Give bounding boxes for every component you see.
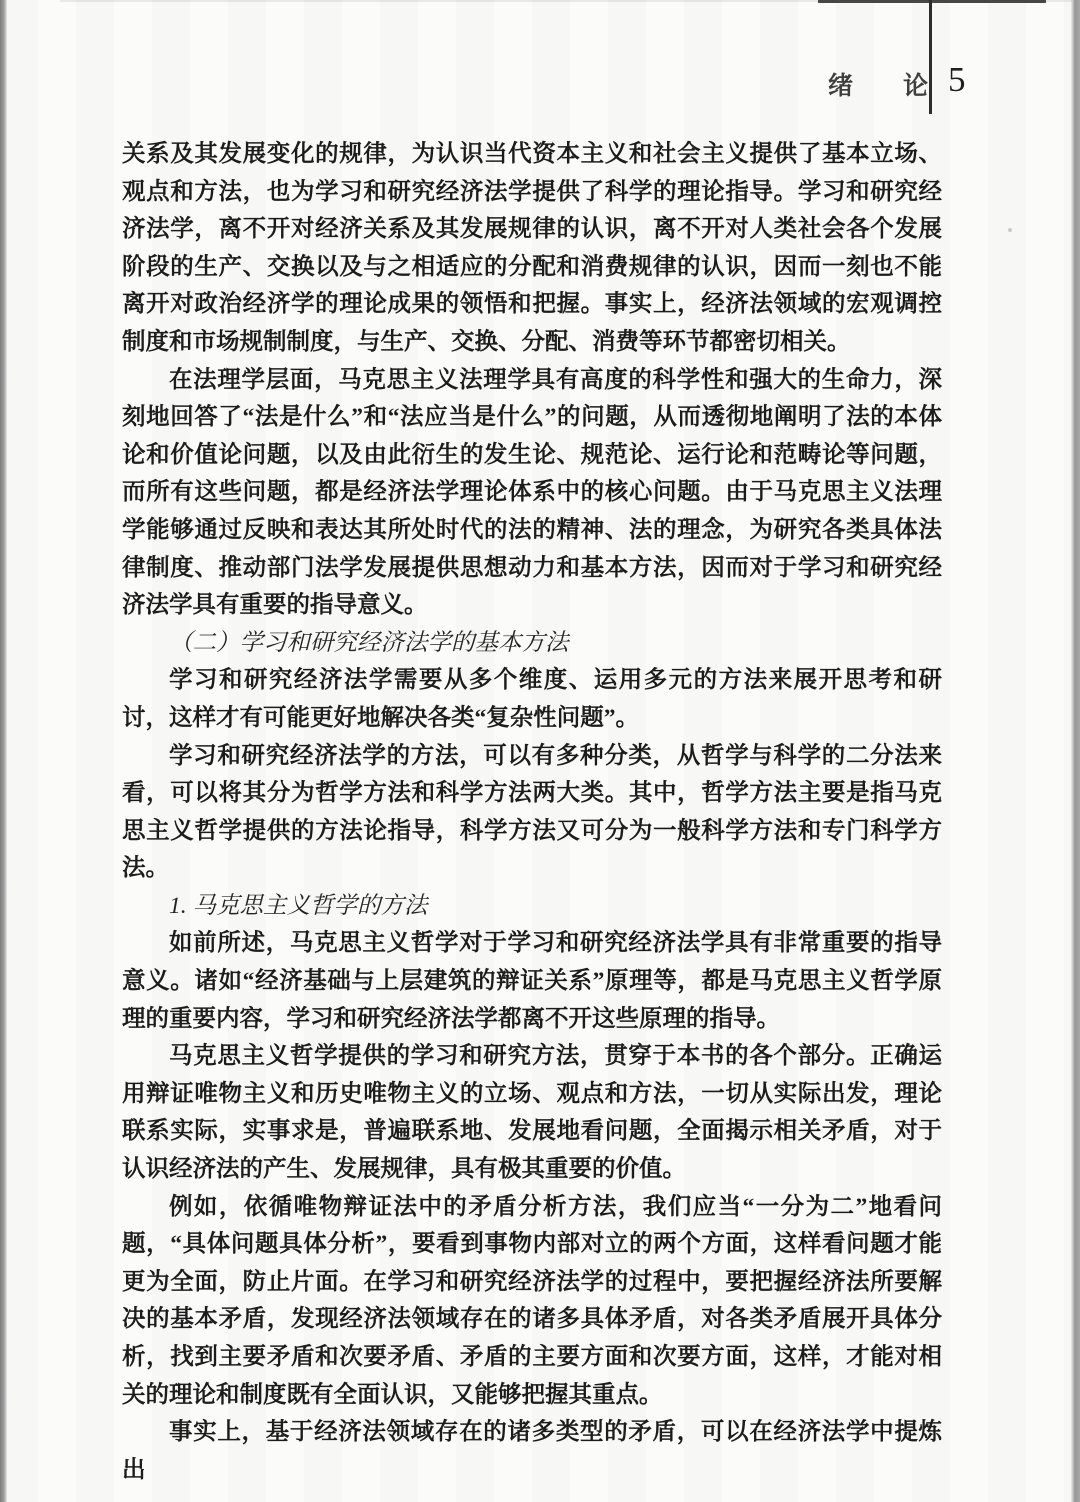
scan-speck xyxy=(1008,228,1012,232)
body-paragraph: 学习和研究经济法学的方法，可以有多种分类，从哲学与科学的二分法来看，可以将其分为哲学方法和科学方法两大类。其中，哲学方法主要是指马克思主义哲学提供的方法论指导，科学方法又可分为一般科学方法和专门科学方法。 xyxy=(122,742,942,882)
page-number: 5 xyxy=(948,60,966,99)
body-paragraph: 学习和研究经济法学需要从多个维度、运用多元的方法来展开思考和研讨，这样才有可能更好地解决各类“复杂性问题”。 xyxy=(122,667,942,731)
numbered-subheading: 1. 马克思主义哲学的方法 xyxy=(169,892,428,919)
running-title: 绪 论 xyxy=(828,72,929,100)
body-paragraph: 例如，依循唯物辩证法中的矛盾分析方法，我们应当“一分为二”地看问题，“具体问题具体分析”，要看到事物内部对立的两个方面，这样看问题才能更为全面，防止片面。在学习和研究经济法学的过程中，要把握经济法所要解决的基本矛盾，发现经济法领域存在的诸多具体矛盾，对各类矛盾展开具体分析，找到主要矛盾和次要矛盾、矛盾的主要方面和次要方面，这样，才能对相关的理论和制度既有全面认识，又能够把握其重点。 xyxy=(122,1193,942,1408)
body-paragraph: 在法理学层面，马克思主义法理学具有高度的科学性和强大的生命力，深刻地回答了“法是什么”和“法应当是什么”的问题，从而透彻地阐明了法的本体论和价值论问题，以及由此衍生的发生论、规范论、运行论和范畴论等问题，而所有这些问题，都是经济法学理论体系中的核心问题。由于马克思主义法理学能够通过反映和表达其所处时代的法的精神、法的理念，为研究各类具体法律制度、推动部门法学发展提供思想动力和基本方法，因而对于学习和研究经济法学具有重要的指导意义。 xyxy=(122,366,942,619)
scan-speck xyxy=(572,226,576,230)
body-paragraph: 如前所述，马克思主义哲学对于学习和研究经济法学具有非常重要的指导意义。诸如“经济基础与上层建筑的辩证关系”原理等，都是马克思主义哲学原理的重要内容，学习和研究经济法学都离不开这些原理的指导。 xyxy=(122,930,942,1032)
body-paragraph-continuation: 关系及其发展变化的规律，为认识当代资本主义和社会主义提供了基本立场、观点和方法，也为学习和研究经济法学提供了科学的理论指导。学习和研究经济法学，离不开对经济关系及其发展规律的认识，离不开对人类社会各个发展阶段的生产、交换以及与之相适应的分配和消费规律的认识，因而一刻也不能离开对政治经济学的理论成果的领悟和把握。事实上，经济法领域的宏观调控制度和市场规制制度，与生产、交换、分配、消费等环节都密切相关。 xyxy=(122,141,942,355)
header-divider-rule xyxy=(929,0,932,114)
scan-edge-right xyxy=(1071,0,1080,1502)
page-body xyxy=(122,136,942,1489)
scan-edge-left xyxy=(0,0,7,1502)
body-paragraph: 事实上，基于经济法领域存在的诸多类型的矛盾，可以在经济法学中提炼出 xyxy=(122,1419,942,1483)
body-paragraph: 马克思主义哲学提供的学习和研究方法，贯穿于本书的各个部分。正确运用辩证唯物主义和历史唯物主义的立场、观点和方法，一切从实际出发，理论联系实际，实事求是，普遍联系地、发展地看问题，全面揭示相关矛盾，对于认识经济法的产生、发展规律，具有极其重要的价值。 xyxy=(122,1043,942,1183)
scan-top-mark xyxy=(818,0,1046,3)
section-heading: （二）学习和研究经济法学的基本方法 xyxy=(169,629,569,656)
